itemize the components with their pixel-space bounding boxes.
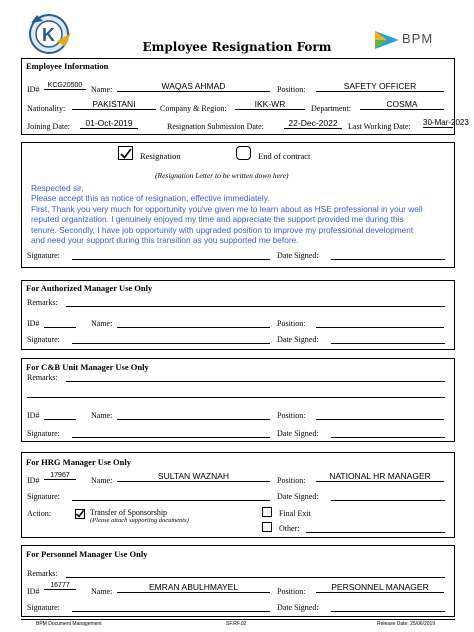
signature-label: Signature:	[27, 492, 60, 501]
transfer-sponsorship-checkbox[interactable]	[75, 509, 85, 519]
position-label: Position:	[277, 476, 306, 485]
joining-date-label: Joining Date:	[27, 122, 70, 131]
submission-date-label: Resignation Submission Date:	[167, 122, 264, 131]
nationality-label: Nationality:	[27, 104, 66, 113]
svg-text:K: K	[42, 25, 55, 45]
personnel-position-field[interactable]: PERSONNEL MANAGER	[316, 582, 444, 593]
other-field[interactable]	[306, 523, 445, 533]
date-signed-label: Date Signed:	[277, 251, 319, 260]
company-region-field[interactable]: IKK-WR	[235, 99, 305, 110]
date-signed-label: Date Signed:	[277, 335, 319, 344]
department-label: Department:	[311, 104, 351, 113]
authorized-position-field[interactable]	[316, 318, 444, 328]
page-title: Employee Resignation Form	[142, 40, 332, 54]
signature-label: Signature:	[27, 603, 60, 612]
checkmark-icon	[75, 509, 85, 519]
signature-label: Signature:	[27, 429, 60, 438]
nationality-field[interactable]: PAKISTANI	[72, 99, 156, 110]
letter-line: reputed organization. I genuinely enjoyed my time and appreciate the support provided me during this	[31, 214, 404, 225]
letter-line: Please accept this as notice of resignation, effective immediately.	[31, 193, 270, 204]
last-working-date-field[interactable]: 30-Mar-2023	[423, 118, 469, 127]
end-of-contract-label: End of contract	[258, 151, 311, 161]
signature-label: Signature:	[27, 335, 60, 344]
date-signed-label: Date Signed:	[277, 429, 319, 438]
department-field[interactable]: COSMA	[360, 99, 444, 110]
signature-label: Signature:	[27, 251, 60, 260]
cb-name-field[interactable]	[117, 410, 270, 420]
last-working-date-label: Last Working Date:	[348, 122, 411, 131]
final-exit-label: Final Exit	[279, 509, 311, 518]
hrg-signature-field[interactable]	[72, 491, 270, 501]
position-label: Position:	[277, 587, 306, 596]
cb-remarks-line-2[interactable]	[27, 388, 445, 398]
end-of-contract-checkbox[interactable]	[236, 146, 251, 160]
id-label: ID#	[27, 587, 40, 596]
authorized-signature-field[interactable]	[72, 334, 270, 344]
remarks-label: Remarks:	[27, 298, 58, 307]
date-signed-label: Date Signed:	[277, 492, 319, 501]
authorized-manager-title: For Authorized Manager Use Only	[26, 283, 153, 293]
personnel-name-field[interactable]: EMRAN ABULHMAYEL	[117, 582, 270, 593]
remarks-label: Remarks:	[27, 373, 58, 382]
employee-info-title: Employee Information	[26, 61, 109, 71]
letter-line: First, Thank you very much for opportunity you've given me to learn about as HSE professional in your well	[31, 203, 423, 214]
resignation-letter[interactable]	[31, 183, 451, 245]
hrg-position-field[interactable]: NATIONAL HR MANAGER	[316, 471, 444, 482]
letter-note: (Resignation Letter to be written down here)	[155, 171, 289, 180]
bpm-logo-text: BPM	[402, 31, 434, 46]
id-label: ID#	[27, 476, 40, 485]
cb-remarks-field[interactable]	[66, 372, 445, 382]
letter-line: tenure. Secondly, I have job opportunity with upgraded position to improve my professional development	[31, 224, 414, 235]
cb-signature-field[interactable]	[72, 428, 270, 438]
employee-name-field[interactable]: WAQAS AHMAD	[117, 81, 270, 92]
hrg-date-field[interactable]	[331, 491, 445, 501]
action-label: Action:	[27, 509, 51, 518]
name-label: Name:	[91, 319, 113, 328]
cb-id-field[interactable]	[44, 410, 76, 420]
footer-right: Release Date: 25/06/2019	[377, 621, 436, 627]
id-label: ID#	[27, 319, 40, 328]
id-label: ID#	[27, 411, 40, 420]
other-checkbox[interactable]	[262, 522, 272, 532]
cb-manager-title: For C&B Unit Manager Use Only	[26, 362, 149, 372]
authorized-id-field[interactable]	[44, 318, 76, 328]
letter-line: Respected sir,	[31, 183, 84, 193]
name-label: Name:	[91, 85, 113, 94]
personnel-remarks-field[interactable]	[66, 568, 445, 578]
personnel-manager-title: For Personnel Manager Use Only	[26, 549, 148, 559]
transfer-sponsorship-note: (Please attach supporting documents)	[90, 517, 189, 524]
authorized-remarks-field[interactable]	[66, 297, 445, 307]
position-label: Position:	[277, 411, 306, 420]
employee-id-field[interactable]: KCG20500	[44, 82, 86, 90]
bpm-logo	[372, 28, 452, 52]
hrg-name-field[interactable]: SULTAN WAZNAH	[117, 471, 270, 482]
footer-middle: SF.RF.02	[226, 621, 247, 627]
hrg-id-field[interactable]: 17967	[44, 472, 76, 480]
personnel-signature-field[interactable]	[72, 602, 270, 612]
footer-left: BPM Document Management	[36, 621, 102, 627]
checkmark-icon	[119, 147, 133, 160]
company-logo	[27, 11, 73, 57]
cb-date-field[interactable]	[331, 428, 445, 438]
name-label: Name:	[91, 476, 113, 485]
employee-date-signed-field[interactable]	[331, 250, 445, 260]
submission-date-field[interactable]: 22-Dec-2022	[284, 118, 342, 129]
employee-position-field[interactable]: SAFETY OFFICER	[316, 81, 444, 92]
other-label: Other:	[279, 524, 300, 533]
personnel-id-field[interactable]: 16777	[44, 582, 76, 590]
final-exit-checkbox[interactable]	[262, 507, 272, 517]
resignation-checkbox[interactable]	[118, 146, 133, 160]
personnel-date-field[interactable]	[331, 602, 445, 612]
position-label: Position:	[277, 85, 306, 94]
footer-divider	[21, 619, 455, 620]
company-region-label: Company & Region:	[160, 104, 227, 113]
resignation-option-label: Resignation	[140, 151, 181, 161]
name-label: Name:	[91, 411, 113, 420]
letter-line: and need your support during this transition as you supported me before.	[31, 235, 299, 246]
transfer-sponsorship-label: Transfer of Sponsorship	[90, 508, 168, 517]
date-signed-label: Date Signed:	[277, 603, 319, 612]
remarks-label: Remarks:	[27, 569, 58, 578]
hrg-manager-title: For HRG Manager Use Only	[26, 457, 131, 467]
joining-date-field[interactable]: 01-Oct-2019	[80, 118, 138, 129]
employee-signature-field[interactable]	[72, 250, 270, 260]
position-label: Position:	[277, 319, 306, 328]
authorized-name-field[interactable]	[117, 318, 270, 328]
authorized-date-field[interactable]	[331, 334, 445, 344]
id-label: ID#	[27, 85, 40, 94]
name-label: Name:	[91, 587, 113, 596]
cb-position-field[interactable]	[316, 410, 444, 420]
